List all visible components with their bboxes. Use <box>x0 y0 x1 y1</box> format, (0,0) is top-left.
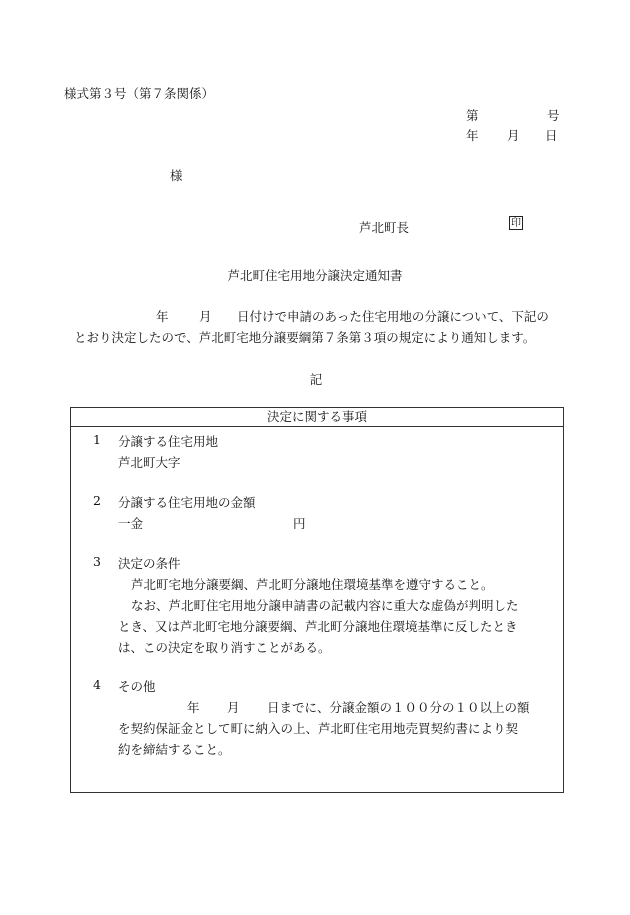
item2-prefix: 一金 <box>118 516 144 531</box>
issuer-name: 芦北町長 <box>359 220 410 235</box>
ki-heading: 記 <box>309 372 323 387</box>
item2-heading: 分譲する住宅用地の金額 <box>118 495 256 510</box>
item4-line3: 約を締結すること。 <box>118 742 231 757</box>
body-line2: とおり決定したので、芦北町宅地分譲要綱第７条第３項の規定により通知します。 <box>74 330 536 345</box>
date-year: 年 <box>466 128 479 143</box>
item3-line1: 芦北町宅地分譲要綱、芦北町分譲地住環境基準を遵守すること。 <box>131 577 494 592</box>
date-month: 月 <box>507 128 520 143</box>
item3-line4: は、この決定を取り消すことがある。 <box>118 640 331 655</box>
item1-number: 1 <box>93 432 101 447</box>
item1-heading: 分譲する住宅用地 <box>118 434 219 449</box>
body-month: 月 <box>199 309 212 324</box>
item4-line2: を契約保証金として町に納入の上、芦北町住宅用地売買契約書により契 <box>118 721 519 736</box>
item4-heading: その他 <box>118 679 156 694</box>
body-line1: 日付けで申請のあった住宅用地の分譲について、下記の <box>237 309 549 324</box>
table-header: 決定に関する事項 <box>71 408 563 427</box>
doc-number-suffix: 号 <box>547 108 560 123</box>
item4-line1: 日までに、分譲金額の１００分の１０以上の額 <box>267 700 530 715</box>
document-title: 芦北町住宅用地分譲決定通知書 <box>227 268 403 283</box>
seal-mark: 印 <box>511 218 521 229</box>
decision-table <box>70 407 564 793</box>
body-year: 年 <box>156 309 169 324</box>
item4-month: 月 <box>227 700 240 715</box>
date-day: 日 <box>545 128 558 143</box>
item2-unit: 円 <box>293 516 306 531</box>
item3-line3: とき、又は芦北町宅地分譲要綱、芦北町分譲地住環境基準に反したとき <box>118 619 518 634</box>
item4-number: 4 <box>93 677 101 692</box>
doc-number-prefix: 第 <box>466 108 479 123</box>
item1-line: 芦北町大字 <box>118 455 181 470</box>
item3-line2: なお、芦北町住宅用地分譲申請書の記載内容に重大な虚偽が判明した <box>131 598 519 613</box>
addressee-suffix: 様 <box>170 168 183 183</box>
form-number: 様式第３号（第７条関係） <box>64 86 215 101</box>
item4-year: 年 <box>187 700 200 715</box>
item2-number: 2 <box>93 493 101 508</box>
item3-number: 3 <box>93 554 101 569</box>
item3-heading: 決定の条件 <box>118 556 181 571</box>
